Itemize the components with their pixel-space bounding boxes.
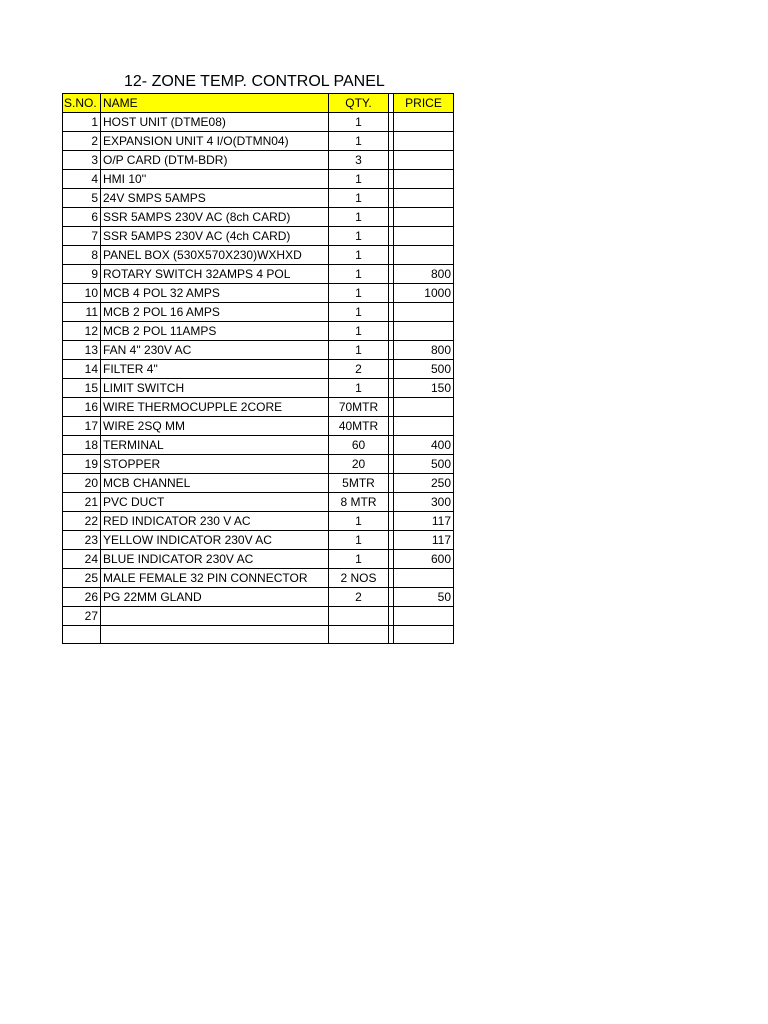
- table-row: [63, 550, 454, 569]
- cell-name[interactable]: FAN 4" 230V AC: [101, 341, 329, 360]
- cell-qty[interactable]: 1: [329, 322, 389, 341]
- cell-sno[interactable]: 20: [63, 474, 101, 493]
- table-row: [63, 493, 454, 512]
- cell-sno[interactable]: 18: [63, 436, 101, 455]
- table-row: [63, 341, 454, 360]
- cell-qty[interactable]: 20: [329, 455, 389, 474]
- table-row: [63, 436, 454, 455]
- header-price[interactable]: PRICE: [394, 94, 454, 113]
- cell-qty[interactable]: 1: [329, 341, 389, 360]
- cell-price[interactable]: 400: [394, 436, 454, 455]
- cell-sno[interactable]: 2: [63, 132, 101, 151]
- cell-price[interactable]: [394, 398, 454, 417]
- cell-sno[interactable]: 6: [63, 208, 101, 227]
- table-row: [63, 151, 454, 170]
- cell-sno[interactable]: 23: [63, 531, 101, 550]
- cell-name[interactable]: WIRE THERMOCUPPLE 2CORE: [101, 398, 329, 417]
- cell-name[interactable]: SSR 5AMPS 230V AC (8ch CARD): [101, 208, 329, 227]
- cell-sno[interactable]: 25: [63, 569, 101, 588]
- cell-name[interactable]: HOST UNIT (DTME08): [101, 113, 329, 132]
- cell-qty[interactable]: 2 NOS: [329, 569, 389, 588]
- cell-qty[interactable]: 3: [329, 151, 389, 170]
- cell-name[interactable]: RED INDICATOR 230 V AC: [101, 512, 329, 531]
- cell-name[interactable]: FILTER 4": [101, 360, 329, 379]
- cell-name[interactable]: EXPANSION UNIT 4 I/O(DTMN04): [101, 132, 329, 151]
- cell-sno[interactable]: 17: [63, 417, 101, 436]
- cell-qty[interactable]: 1: [329, 170, 389, 189]
- cell-price[interactable]: 600: [394, 550, 454, 569]
- cell-name[interactable]: MALE FEMALE 32 PIN CONNECTOR: [101, 569, 329, 588]
- cell-qty[interactable]: 60: [329, 436, 389, 455]
- cell-qty[interactable]: 5MTR: [329, 474, 389, 493]
- cell-price[interactable]: 117: [394, 531, 454, 550]
- cell-price[interactable]: 250: [394, 474, 454, 493]
- cell-sno[interactable]: 11: [63, 303, 101, 322]
- cell-sno[interactable]: 14: [63, 360, 101, 379]
- cell-qty[interactable]: 1: [329, 531, 389, 550]
- cell-price[interactable]: 800: [394, 265, 454, 284]
- cell-sno[interactable]: 5: [63, 189, 101, 208]
- cell-sno[interactable]: 8: [63, 246, 101, 265]
- cell-name[interactable]: SSR 5AMPS 230V AC (4ch CARD): [101, 227, 329, 246]
- table-row: [63, 170, 454, 189]
- cell-price[interactable]: [394, 569, 454, 588]
- table-row: [63, 265, 454, 284]
- cell-price[interactable]: [394, 132, 454, 151]
- cell-sno[interactable]: 15: [63, 379, 101, 398]
- table-row: [63, 512, 454, 531]
- cell-price[interactable]: [394, 246, 454, 265]
- cell-name[interactable]: BLUE INDICATOR 230V AC: [101, 550, 329, 569]
- cell-name[interactable]: MCB 2 POL 11AMPS: [101, 322, 329, 341]
- cell-sno[interactable]: 13: [63, 341, 101, 360]
- cell-name[interactable]: STOPPER: [101, 455, 329, 474]
- cell-sno[interactable]: 4: [63, 170, 101, 189]
- table-row: [63, 607, 454, 626]
- cell-price[interactable]: [394, 227, 454, 246]
- cell-qty[interactable]: 1: [329, 512, 389, 531]
- cell-price[interactable]: [394, 170, 454, 189]
- cell-name[interactable]: YELLOW INDICATOR 230V AC: [101, 531, 329, 550]
- cell-sno[interactable]: 26: [63, 588, 101, 607]
- cell-price[interactable]: [394, 208, 454, 227]
- cell-price[interactable]: 500: [394, 455, 454, 474]
- cell-name[interactable]: 24V SMPS 5AMPS: [101, 189, 329, 208]
- cell-price[interactable]: 150: [394, 379, 454, 398]
- header-name[interactable]: NAME: [101, 94, 329, 113]
- cell-qty[interactable]: 8 MTR: [329, 493, 389, 512]
- cell-qty[interactable]: 1: [329, 379, 389, 398]
- cell-price[interactable]: [394, 189, 454, 208]
- table-row: [63, 113, 454, 132]
- cell-price[interactable]: 1000: [394, 284, 454, 303]
- cell-name[interactable]: HMI 10'': [101, 170, 329, 189]
- header-sno[interactable]: S.NO.: [63, 94, 101, 113]
- cell-price[interactable]: [394, 322, 454, 341]
- cell-name[interactable]: ROTARY SWITCH 32AMPS 4 POL: [101, 265, 329, 284]
- empty-cell[interactable]: [394, 626, 454, 644]
- cell-price[interactable]: 50: [394, 588, 454, 607]
- table-row: [63, 379, 454, 398]
- cell-sno[interactable]: 27: [63, 607, 101, 626]
- cell-price[interactable]: 300: [394, 493, 454, 512]
- cell-qty[interactable]: 1: [329, 227, 389, 246]
- cell-qty[interactable]: 1: [329, 132, 389, 151]
- table-row: [63, 189, 454, 208]
- empty-cell: [63, 626, 101, 644]
- cell-sno[interactable]: 12: [63, 322, 101, 341]
- table-row: [63, 474, 454, 493]
- table-row: [63, 284, 454, 303]
- table-row: [63, 227, 454, 246]
- cell-price[interactable]: 500: [394, 360, 454, 379]
- cell-sno[interactable]: 1: [63, 113, 101, 132]
- table-row: [63, 246, 454, 265]
- table-row: [63, 303, 454, 322]
- table-row: [63, 322, 454, 341]
- cell-sno[interactable]: 19: [63, 455, 101, 474]
- cell-price[interactable]: [394, 113, 454, 132]
- cell-qty[interactable]: 40MTR: [329, 417, 389, 436]
- cell-qty[interactable]: 1: [329, 284, 389, 303]
- cell-sno[interactable]: 24: [63, 550, 101, 569]
- cell-qty[interactable]: 1: [329, 246, 389, 265]
- cell-sno[interactable]: 7: [63, 227, 101, 246]
- empty-cell[interactable]: [329, 626, 389, 644]
- cell-qty[interactable]: 1: [329, 550, 389, 569]
- cell-name[interactable]: PANEL BOX (530X570X230)WXHXD: [101, 246, 329, 265]
- cell-sno[interactable]: 22: [63, 512, 101, 531]
- cell-name[interactable]: LIMIT SWITCH: [101, 379, 329, 398]
- cell-qty[interactable]: [329, 607, 389, 626]
- table-row: [63, 531, 454, 550]
- cell-name[interactable]: PVC DUCT: [101, 493, 329, 512]
- empty-row: [63, 626, 454, 644]
- cell-price[interactable]: 117: [394, 512, 454, 531]
- cell-qty[interactable]: 1: [329, 303, 389, 322]
- sheet-title: 12- ZONE TEMP. CONTROL PANEL: [124, 73, 385, 90]
- table-header-row: [63, 94, 454, 113]
- parts-table: [62, 93, 454, 644]
- cell-qty[interactable]: 1: [329, 265, 389, 284]
- cell-qty[interactable]: 1: [329, 113, 389, 132]
- cell-sno[interactable]: 3: [63, 151, 101, 170]
- cell-price[interactable]: [394, 607, 454, 626]
- cell-name[interactable]: O/P CARD (DTM-BDR): [101, 151, 329, 170]
- table-row: [63, 132, 454, 151]
- cell-qty[interactable]: 1: [329, 208, 389, 227]
- parts-table-body: [63, 94, 454, 644]
- cell-sno[interactable]: 9: [63, 265, 101, 284]
- table-row: [63, 208, 454, 227]
- cell-qty[interactable]: 2: [329, 360, 389, 379]
- cell-qty[interactable]: 70MTR: [329, 398, 389, 417]
- empty-cell[interactable]: [101, 626, 329, 644]
- table-row: [63, 398, 454, 417]
- table-row: [63, 417, 454, 436]
- cell-sno[interactable]: 10: [63, 284, 101, 303]
- cell-qty[interactable]: 1: [329, 189, 389, 208]
- cell-name[interactable]: [101, 607, 329, 626]
- cell-name[interactable]: MCB 4 POL 32 AMPS: [101, 284, 329, 303]
- cell-qty[interactable]: 2: [329, 588, 389, 607]
- cell-name[interactable]: MCB 2 POL 16 AMPS: [101, 303, 329, 322]
- cell-name[interactable]: TERMINAL: [101, 436, 329, 455]
- cell-name[interactable]: PG 22MM GLAND: [101, 588, 329, 607]
- table-row: [63, 360, 454, 379]
- cell-sno[interactable]: 16: [63, 398, 101, 417]
- cell-name[interactable]: MCB CHANNEL: [101, 474, 329, 493]
- table-row: [63, 455, 454, 474]
- cell-price[interactable]: [394, 417, 454, 436]
- cell-price[interactable]: [394, 151, 454, 170]
- table-row: [63, 588, 454, 607]
- cell-price[interactable]: 800: [394, 341, 454, 360]
- header-qty[interactable]: QTY.: [329, 94, 389, 113]
- cell-sno[interactable]: 21: [63, 493, 101, 512]
- table-row: [63, 569, 454, 588]
- cell-price[interactable]: [394, 303, 454, 322]
- cell-name[interactable]: WIRE 2SQ MM: [101, 417, 329, 436]
